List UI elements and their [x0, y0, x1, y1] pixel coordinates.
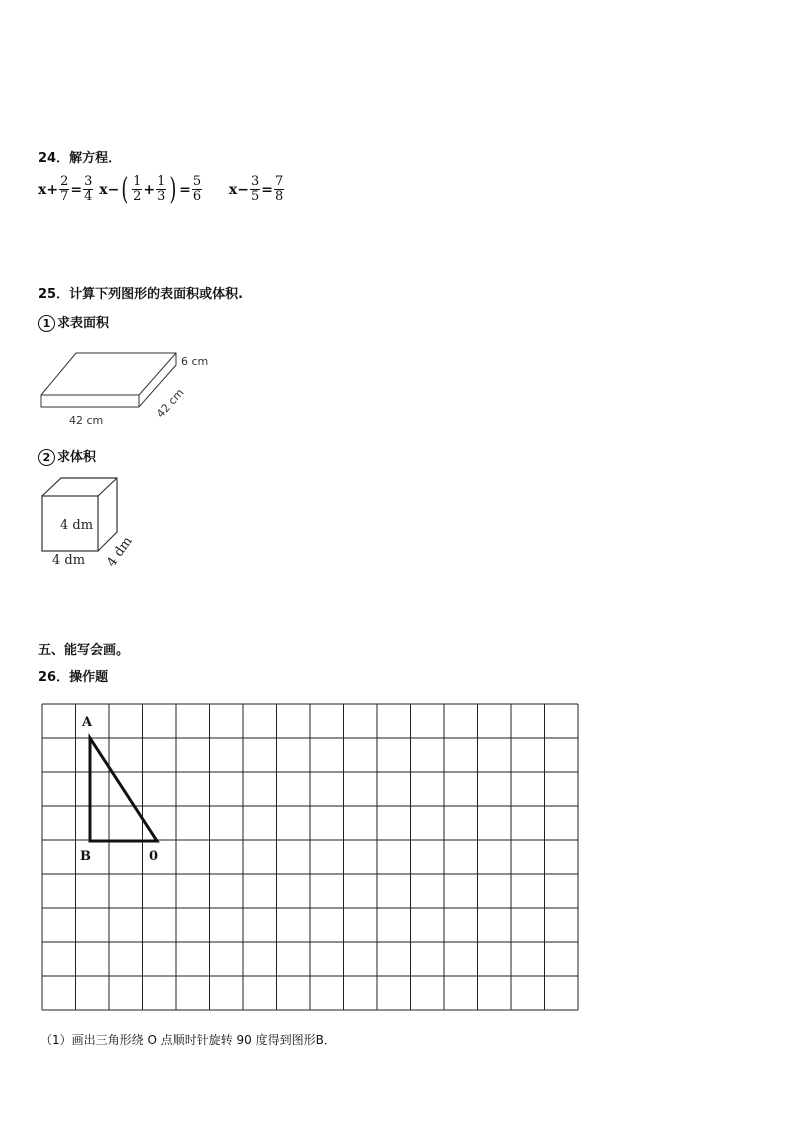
task-1-text: （1）画出三角形绕 O 点顺时针旋转 90 度得到图形B． [40, 1033, 336, 1047]
cuboid-width-label: 42 cm [153, 386, 187, 421]
section-5-title: 五、能写会画。 [38, 643, 130, 658]
equation-1: x+ $\frac{2}{7}$ = $\frac{3}{4}$ [38, 174, 93, 204]
question-25-title: 25．计算下列图形的表面积或体积. [38, 287, 244, 302]
point-a-label: A [82, 715, 93, 730]
part-1-heading: 1 求表面积 [38, 312, 109, 332]
equation-2: x−( $\frac{1}{2}$ + $\frac{1}{3}$ ) = $\frac{5}{6}$ [99, 172, 202, 207]
equation-3: x− $\frac{3}{5}$ = $\frac{7}{8}$ [228, 174, 284, 204]
triangle-shape [90, 738, 157, 841]
equation-row [38, 172, 285, 207]
point-b-label: B [80, 849, 91, 864]
cuboid-length-label: 42 cm [69, 414, 104, 427]
cube-length-label: 4 dm [52, 553, 86, 568]
circled-number-1: 1 [38, 315, 55, 332]
cuboid-height-label: 6 cm [181, 355, 209, 368]
grid-figure [40, 702, 580, 1012]
cube-height-label: 4 dm [60, 518, 94, 533]
question-24-title: 24．解方程． [38, 151, 122, 166]
part-2-heading: 2 求体积 [38, 446, 96, 466]
cube-figure [36, 472, 141, 572]
point-o-label: 0 [149, 849, 159, 864]
question-26-title: 26．操作题 [38, 670, 109, 685]
circled-number-2: 2 [38, 449, 55, 466]
cube-width-label: 4 dm [104, 534, 136, 570]
cuboid-figure [36, 345, 216, 430]
